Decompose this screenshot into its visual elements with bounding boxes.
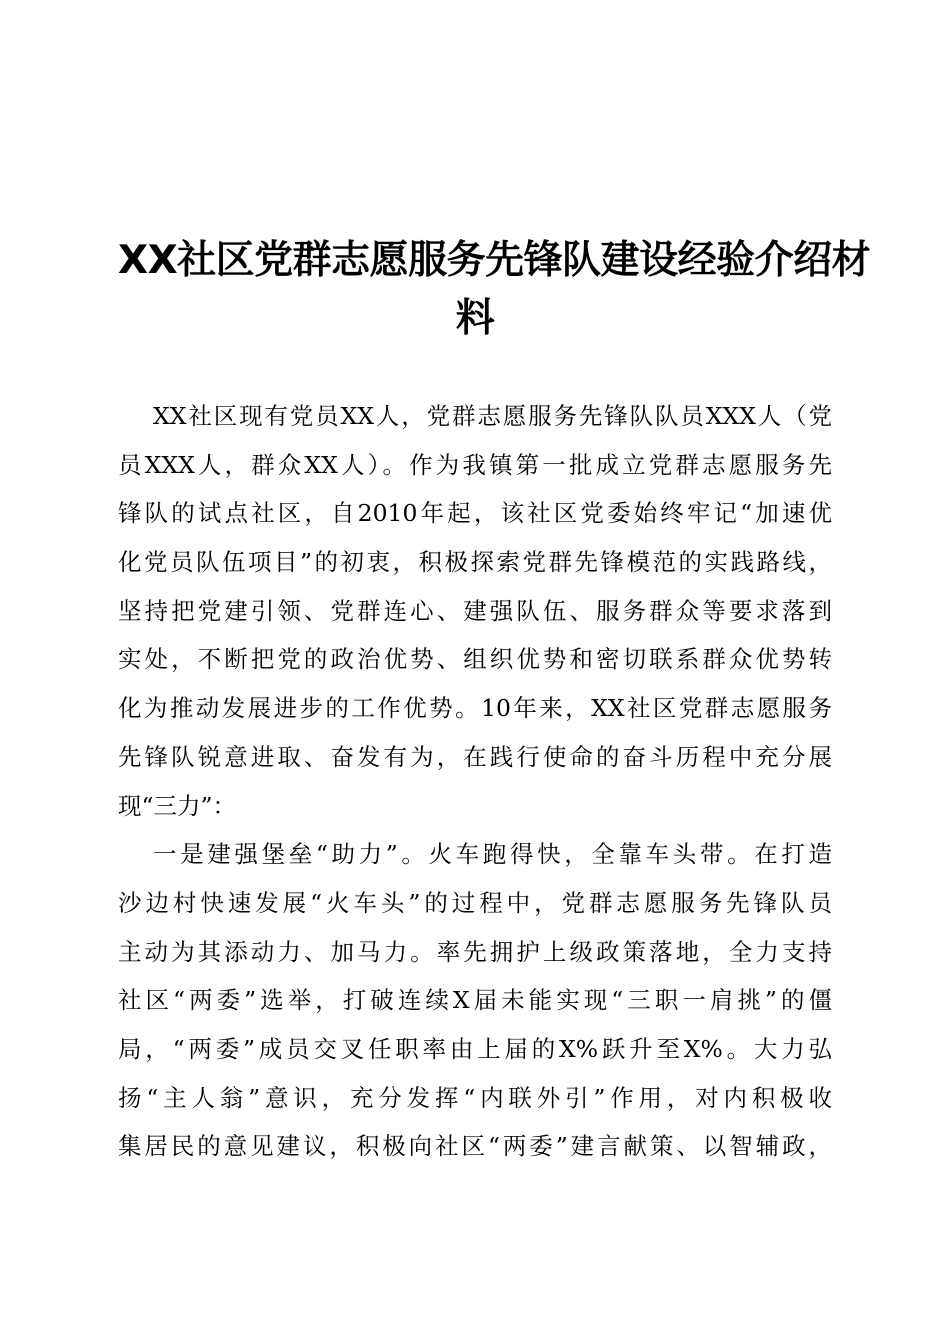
text-line: 锋队的试点社区，自2010年起，该社区党委始终牢记“加速优 bbox=[118, 499, 832, 528]
text-line: 现“三力”： bbox=[118, 791, 237, 820]
text-line: 先锋队锐意进取、奋发有为，在践行使命的奋斗历程中充分展 bbox=[118, 742, 832, 771]
text-line: 沙边村快速发展“火车头”的过程中，党群志愿服务先锋队员 bbox=[118, 888, 832, 917]
document-body bbox=[118, 392, 832, 1171]
text-line: 主动为其添动力、加马力。率先拥护上级政策落地，全力支持 bbox=[118, 937, 832, 966]
text-line: 社区“两委”选举，打破连续X届未能实现“三职一肩挑”的僵 bbox=[118, 986, 832, 1015]
text-line: 一是建强堡垒“助力”。火车跑得快，全靠车头带。在打造 bbox=[153, 840, 832, 869]
paragraph-intro bbox=[118, 392, 832, 830]
title-line: 料 bbox=[455, 296, 495, 341]
text-line: 化为推动发展进步的工作优势。10年来，XX社区党群志愿服务 bbox=[118, 694, 832, 723]
title-line: XX社区党群志愿服务先锋队建设经验介绍材 bbox=[118, 238, 871, 283]
text-line: XX社区现有党员XX人，党群志愿服务先锋队队员XXX人（党 bbox=[153, 402, 832, 430]
text-line: 员XXX人，群众XX人）。作为我镇第一批成立党群志愿服务先 bbox=[118, 450, 832, 479]
text-line: 局，“两委”成员交叉任职率由上届的X%跃升至X%。大力弘 bbox=[118, 1034, 832, 1063]
text-line: 集居民的意见建议，积极向社区“两委”建言献策、以智辅政， bbox=[118, 1132, 832, 1161]
document-title bbox=[118, 232, 871, 348]
paragraph-point-one bbox=[118, 830, 832, 1171]
text-line: 扬“主人翁”意识，充分发挥“内联外引”作用，对内积极收 bbox=[118, 1083, 832, 1112]
text-line: 化党员队伍项目”的初衷，积极探索党群先锋模范的实践路线， bbox=[118, 548, 832, 577]
text-line: 实处，不断把党的政治优势、组织优势和密切联系群众优势转 bbox=[118, 645, 832, 674]
text-line: 坚持把党建引领、党群连心、建强队伍、服务群众等要求落到 bbox=[118, 596, 832, 625]
